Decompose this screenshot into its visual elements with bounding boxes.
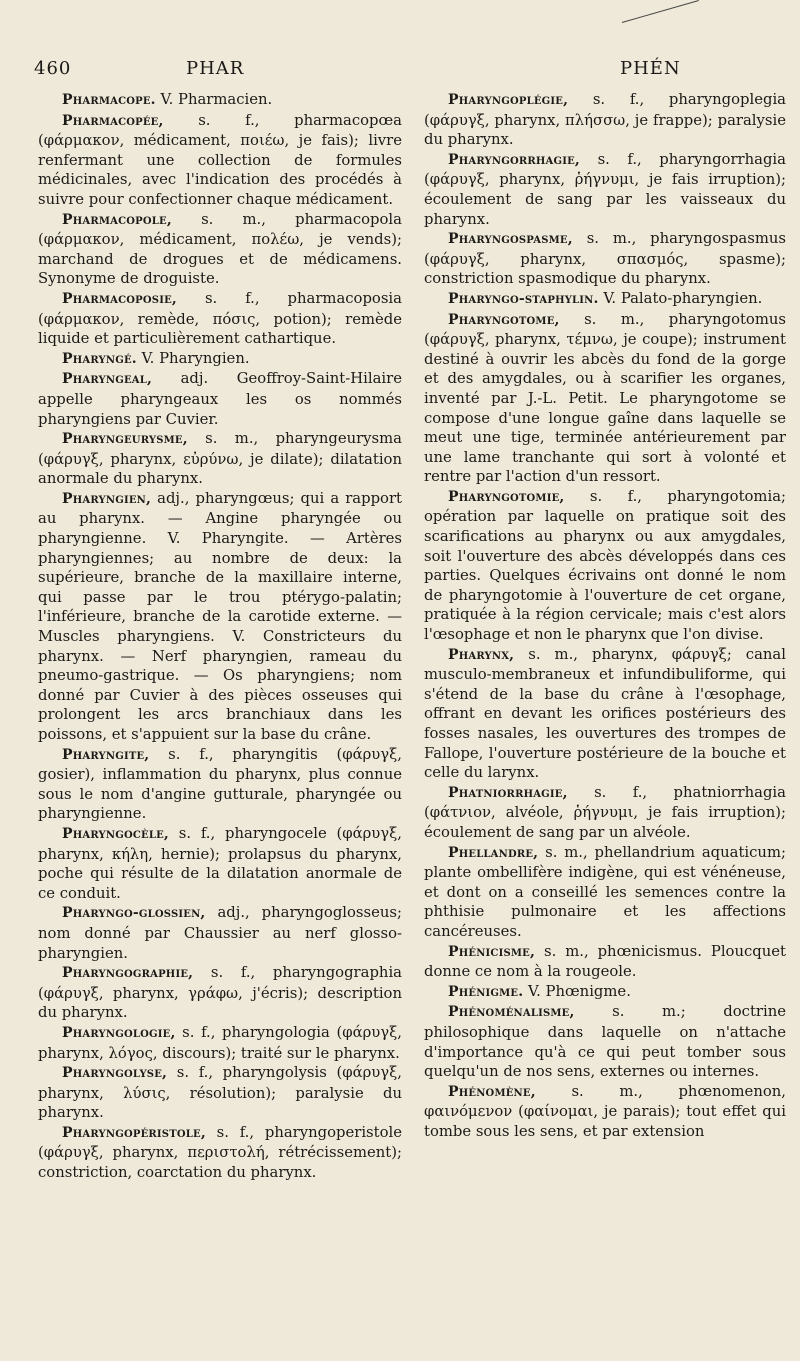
entry-definition: s. f., pharmacoposia (φάρμακον, remède, πόσις, potion); remède liquide et particulièrement cathartique. xyxy=(38,289,402,348)
entry-definition: V. Pharyngien. xyxy=(141,349,250,367)
dictionary-entry xyxy=(38,1123,402,1183)
entry-definition: s. f., phatniorrhagia (φάτνιον, alvéole, ῥήγνυμι, je fais irruption); écoulement de sang par un alvéole. xyxy=(424,783,786,841)
entry-definition: adj., pharyngœus; qui a rapport au pharynx. — Angine pharyngée ou pharyngienne. V. Pharyngite. — Artères pharyngiennes; au nombre de deux: la supérieure, branche de la maxillaire interne, qui passe par le trou ptérygo-palatin; l'inférieure, branche de la carotide externe. — Muscles pharyngiens. V. Constricteurs du pharynx. — Nerf pharyngien, rameau du pneumo-gastrique. — Os pharyngiens; nom donné par Cuvier à des pièces osseuses qui prolongent les arcs branchiaux dans les poissons, et s'appuient sur la base du crâne. xyxy=(38,489,402,743)
dictionary-entry xyxy=(38,1063,402,1123)
entry-headword: Pharyngorrhagie, xyxy=(448,151,581,168)
entry-definition: s. m., phœnicismus. Ploucquet donne ce nom à la rougeole. xyxy=(424,942,786,981)
entry-definition: adj., pharyngoglosseus; nom donné par Chaussier au nerf glosso-pharyngien. xyxy=(38,904,402,962)
entry-headword: Phénigme. xyxy=(448,983,524,1000)
dictionary-entry xyxy=(424,843,786,942)
entry-headword: Pharyngolyse, xyxy=(62,1065,168,1082)
dictionary-entry xyxy=(424,783,786,843)
entry-definition: s. f., pharmacopœa (φάρμακον, médicament, ποιέω, je fais); livre renfermant une collection de formules médicinales, avec l'indication des procédés à suivre pour confectionner chaque médicament. xyxy=(38,111,402,208)
dictionary-entry xyxy=(38,289,402,349)
entry-headword: Pharyngeal, xyxy=(62,371,153,388)
dictionary-entry xyxy=(38,963,402,1023)
entry-definition: s. m., pharyngospasmus (φάρυγξ, pharynx, σπασμός, spasme); constriction spasmodique du pharynx. xyxy=(424,230,786,288)
pen-stroke-mark xyxy=(616,0,699,23)
entry-headword: Phénomène, xyxy=(448,1083,536,1100)
entry-definition: s. f., pharyngotomia; opération par laquelle on pratique soit des scarifications au pharynx ou aux amygdales, soit l'ouverture des abcès développés dans ces parties. Quelques écrivains ont donné le nom de pharyngotomie à l'ouverture de cet organe, pratiquée à la région cervicale; mais c'est alors l'œsophage et non le pharynx que l'on divise. xyxy=(424,487,786,644)
entry-headword: Pharyngite, xyxy=(62,746,150,763)
entry-headword: Pharynx, xyxy=(448,646,515,663)
entry-headword: Phénoménalisme, xyxy=(448,1004,575,1021)
entry-definition: s. f., pharyngocele (φάρυγξ, pharynx, κήλη, hernie); prolapsus du pharynx, poche qui résulte de la dilatation anormale de ce conduit. xyxy=(38,824,402,902)
entry-headword: Pharyngographie, xyxy=(62,965,194,982)
entry-definition: s. f., pharyngolysis (φάρυγξ, pharynx, λύσις, résolution); paralysie du pharynx. xyxy=(38,1064,402,1122)
dictionary-entry xyxy=(424,90,786,150)
entry-headword: Pharyngeurysme, xyxy=(62,431,188,448)
entry-definition: V. Pharmacien. xyxy=(160,91,273,108)
dictionary-entry xyxy=(424,942,786,982)
entry-headword: Pharyngologie, xyxy=(62,1024,176,1041)
left-running-title: PHAR xyxy=(186,58,245,79)
entry-definition: V. Phœnigme. xyxy=(528,982,631,1000)
entry-headword: Pharyngopéristole, xyxy=(62,1124,206,1141)
left-column xyxy=(38,90,402,1183)
entry-definition: s. m., phœnomenon, φαινόμενον (φαίνομαι, je parais); tout effet qui tombe sous les sens, et par extension xyxy=(424,1082,786,1140)
right-running-title: PHÉN xyxy=(620,58,681,79)
entry-headword: Phellandre, xyxy=(448,844,539,861)
dictionary-entry xyxy=(424,645,786,783)
entry-definition: s. m., pharyngotomus (φάρυγξ, pharynx, τέμνω, je coupe); instrument destiné à ouvrir les abcès du fond de la gorge et des amygdales, ou à scarifier les organes, inventé par J.-L. Petit. Le pharyngotome se compose d'une longue gaîne dans laquelle se meut une tige, terminée antérieurement par une lame tranchante qui sort à volonté et rentre par l'action d'un ressort. xyxy=(424,310,786,486)
dictionary-entry xyxy=(38,903,402,963)
dictionary-entry xyxy=(424,982,786,1003)
entry-headword: Pharyngoplégie, xyxy=(448,92,569,108)
dictionary-entry xyxy=(424,289,786,310)
entry-headword: Pharyngé. xyxy=(62,350,137,367)
dictionary-entry xyxy=(38,369,402,429)
dictionary-entry xyxy=(424,487,786,645)
entry-headword: Pharyngotomie, xyxy=(448,488,565,505)
entry-definition: s. f., pharyngorrhagia (φάρυγξ, pharynx, ῥήγνυμι, je fais irruption); écoulement de sang par les vaisseaux du pharynx. xyxy=(424,150,786,228)
dictionary-entry xyxy=(38,1023,402,1063)
entry-headword: Pharmacope. xyxy=(62,92,156,108)
page-number: 460 xyxy=(34,58,72,79)
entry-headword: Pharyngien, xyxy=(62,490,152,507)
dictionary-entry xyxy=(38,489,402,745)
dictionary-entry xyxy=(38,349,402,370)
entry-headword: Pharmacopée, xyxy=(62,112,164,129)
entry-definition: s. f., pharyngologia (φάρυγξ, pharynx, λόγος, discours); traité sur le pharynx. xyxy=(38,1023,402,1062)
entry-headword: Pharyngotome, xyxy=(448,311,560,328)
entry-definition: s. f., pharyngographia (φάρυγξ, pharynx, γράφω, j'écris); description du pharynx. xyxy=(38,964,402,1022)
entry-headword: Pharyngospasme, xyxy=(448,231,573,248)
entry-definition: s. m., pharynx, φάρυγξ; canal musculo-membraneux et infundibuliforme, qui s'étend de la base du crâne à l'œsophage, offrant en devant les orifices postérieurs des fosses nasales, les ouvertures des trompes de Fallope, l'ouverture postérieure de la bouche et celle du larynx. xyxy=(424,645,786,782)
entry-definition: V. Palato-pharyngien. xyxy=(603,289,763,307)
entry-headword: Pharyngocèle, xyxy=(62,825,169,842)
dictionary-entry xyxy=(38,745,402,824)
entry-definition: s. m., phellandrium aquaticum; plante ombellifère indigène, qui est vénéneuse, et dont on a conseillé les semences contre la phthisie pulmonaire et les affections cancéreuses. xyxy=(424,843,786,940)
dictionary-entry xyxy=(38,90,402,111)
right-column xyxy=(424,90,786,1141)
entry-headword: Pharyngo-glossien, xyxy=(62,905,206,922)
dictionary-entry xyxy=(424,1002,786,1081)
dictionary-entry xyxy=(38,824,402,903)
entry-headword: Phénicisme, xyxy=(448,943,536,960)
dictionary-entry xyxy=(424,310,786,487)
entry-headword: Pharmacoposie, xyxy=(62,290,177,307)
entry-definition: s. f., pharyngoperistole (φάρυγξ, pharynx, περιστολή, rétrécissement); constriction, coarctation du pharynx. xyxy=(38,1123,402,1182)
dictionary-entry xyxy=(424,229,786,289)
entry-definition: s. m., pharmacopola (φάρμακον, médicament, πολέω, je vends); marchand de drogues et de médicamens. Synonyme de droguiste. xyxy=(38,210,402,288)
dictionary-entry xyxy=(424,1082,786,1142)
entry-definition: s. m., pharyngeurysma (φάρυγξ, pharynx, εὐρύνω, je dilate); dilatation anormale du pharynx. xyxy=(38,430,402,488)
dictionary-entry xyxy=(38,111,402,210)
entry-headword: Phatniorrhagie, xyxy=(448,784,568,801)
entry-definition: s. m.; doctrine philosophique dans laquelle on n'attache d'importance qu'à ce qui peut tomber sous quelqu'un de nos sens, externes ou internes. xyxy=(424,1003,786,1081)
dictionary-entry xyxy=(38,429,402,489)
entry-headword: Pharyngo-staphylin. xyxy=(448,290,599,307)
dictionary-entry xyxy=(38,210,402,289)
dictionary-entry xyxy=(424,150,786,229)
entry-definition: s. f., pharyngitis (φάρυγξ, gosier), inflammation du pharynx, plus connue sous le nom d'angine gutturale, pharyngée ou pharyngienne. xyxy=(38,745,402,823)
entry-headword: Pharmacopole, xyxy=(62,211,172,228)
running-header xyxy=(34,58,786,84)
entry-definition: adj. Geoffroy-Saint-Hilaire appelle pharyngeaux les os nommés pharyngiens par Cuvier. xyxy=(38,370,402,428)
entry-definition: s. f., pharyngoplegia (φάρυγξ, pharynx, πλήσσω, je frappe); paralysie du pharynx. xyxy=(424,91,786,149)
